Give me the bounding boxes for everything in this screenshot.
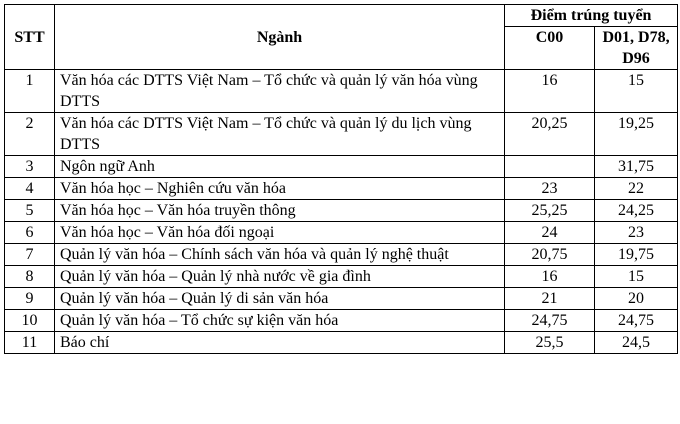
table-row [5, 200, 678, 222]
cell-c00: 24 [505, 222, 595, 244]
table-row [5, 178, 678, 200]
cell-c00: 16 [505, 70, 595, 113]
cell-d01: 22 [595, 178, 678, 200]
cell-nganh: Văn hóa học – Nghiên cứu văn hóa [55, 178, 505, 200]
table-row [5, 332, 678, 354]
cell-d01: 15 [595, 70, 678, 113]
cell-d01: 24,5 [595, 332, 678, 354]
table-row [5, 70, 678, 113]
cell-d01: 23 [595, 222, 678, 244]
cell-nganh: Ngôn ngữ Anh [55, 156, 505, 178]
cell-d01: 24,25 [595, 200, 678, 222]
cell-c00: 24,75 [505, 310, 595, 332]
header-diem-trung-tuyen: Điểm trúng tuyển [505, 5, 678, 27]
cell-c00: 25,25 [505, 200, 595, 222]
cell-c00: 21 [505, 288, 595, 310]
table-row [5, 310, 678, 332]
cell-stt: 1 [5, 70, 55, 113]
cell-stt: 3 [5, 156, 55, 178]
cell-stt: 4 [5, 178, 55, 200]
table-row [5, 244, 678, 266]
table-row [5, 156, 678, 178]
table-row [5, 266, 678, 288]
cell-stt: 5 [5, 200, 55, 222]
cell-c00: 20,75 [505, 244, 595, 266]
cell-d01: 19,75 [595, 244, 678, 266]
cell-nganh: Văn hóa các DTTS Việt Nam – Tổ chức và quản lý du lịch vùng DTTS [55, 113, 505, 156]
cell-d01: 15 [595, 266, 678, 288]
cell-d01: 24,75 [595, 310, 678, 332]
header-nganh: Ngành [55, 5, 505, 70]
cell-c00 [505, 156, 595, 178]
cell-stt: 8 [5, 266, 55, 288]
cell-c00: 25,5 [505, 332, 595, 354]
cell-nganh: Văn hóa các DTTS Việt Nam – Tổ chức và quản lý văn hóa vùng DTTS [55, 70, 505, 113]
cell-nganh: Quản lý văn hóa – Quản lý di sản văn hóa [55, 288, 505, 310]
cell-stt: 11 [5, 332, 55, 354]
cell-stt: 10 [5, 310, 55, 332]
cell-stt: 2 [5, 113, 55, 156]
header-d01: D01, D78, D96 [595, 27, 678, 70]
cell-d01: 31,75 [595, 156, 678, 178]
cell-nganh: Báo chí [55, 332, 505, 354]
cell-c00: 16 [505, 266, 595, 288]
cell-stt: 6 [5, 222, 55, 244]
cell-c00: 20,25 [505, 113, 595, 156]
cell-nganh: Văn hóa học – Văn hóa đối ngoại [55, 222, 505, 244]
admission-scores-table [4, 4, 678, 354]
cell-stt: 7 [5, 244, 55, 266]
cell-nganh: Văn hóa học – Văn hóa truyền thông [55, 200, 505, 222]
header-stt: STT [5, 5, 55, 70]
header-c00: C00 [505, 27, 595, 70]
cell-d01: 19,25 [595, 113, 678, 156]
cell-stt: 9 [5, 288, 55, 310]
cell-c00: 23 [505, 178, 595, 200]
cell-nganh: Quản lý văn hóa – Quản lý nhà nước về gia đình [55, 266, 505, 288]
cell-nganh: Quản lý văn hóa – Chính sách văn hóa và quản lý nghệ thuật [55, 244, 505, 266]
cell-d01: 20 [595, 288, 678, 310]
table-row [5, 113, 678, 156]
cell-nganh: Quản lý văn hóa – Tổ chức sự kiện văn hóa [55, 310, 505, 332]
table-row [5, 222, 678, 244]
table-row [5, 288, 678, 310]
